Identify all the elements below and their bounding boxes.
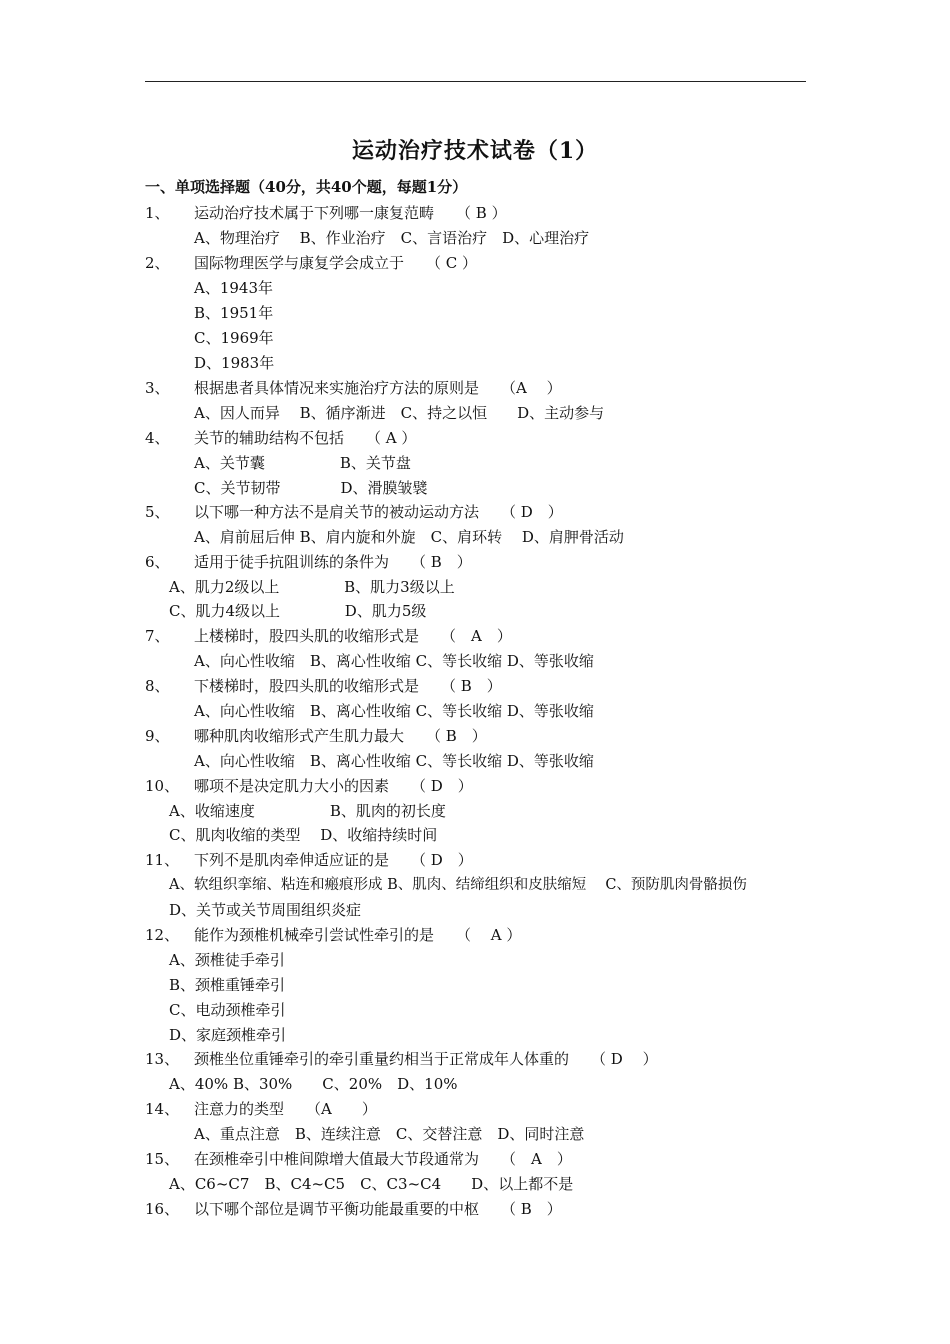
question-text: 哪项不是决定肌力大小的因素 （ D ） (194, 777, 473, 795)
question-number: 2、 (145, 254, 170, 272)
question-number: 6、 (145, 553, 170, 571)
question-number: 3、 (145, 379, 170, 397)
answer: （ A ） (366, 429, 417, 447)
question-text: 在颈椎牵引中椎间隙增大值最大节段通常为 （ A ） (194, 1150, 572, 1168)
answer: （ A ） (441, 627, 512, 645)
question-number: 11、 (145, 851, 180, 869)
answer: （ B ） (426, 727, 487, 745)
option-line: C、关节韧带 D、滑膜皱襞 (194, 479, 428, 497)
answer: （ D ） (411, 777, 473, 795)
question-text: 下列不是肌肉牵伸适应证的是 （ D ） (194, 851, 473, 869)
page-title: 运动治疗技术试卷（1） (351, 138, 599, 164)
option-line: A、因人而异 B、循序渐进 C、持之以恒 D、主动参与 (194, 404, 605, 422)
question-text: 以下哪一种方法不是肩关节的被动运动方法 （ D ） (194, 503, 563, 521)
question-text: 国际物理医学与康复学会成立于 （ C ） (194, 254, 478, 272)
option-line: A、软组织挛缩、粘连和瘢痕形成 B、肌肉、结缔组织和皮肤缩短 C、预防肌肉骨骼损伤 (169, 877, 747, 893)
question-number: 4、 (145, 429, 170, 447)
answer: （ D ） (501, 503, 563, 521)
answer: （ A ） (456, 926, 522, 944)
question-text: 颈椎坐位重锤牵引的牵引重量约相当于正常成年人体重的 （ D ） (194, 1050, 658, 1068)
answer: （A ） (306, 1100, 377, 1118)
section-heading: 一、单项选择题（40分，共40个题，每题1分） (145, 178, 468, 196)
option-line: A、物理治疗 B、作业治疗 C、言语治疗 D、心理治疗 (194, 229, 590, 247)
question-text: 能作为颈椎机械牵引尝试性牵引的是 （ A ） (194, 926, 522, 944)
answer: （ B ） (441, 677, 502, 695)
answer: （ B ） (501, 1200, 562, 1218)
option-line: A、40% B、30% C、20% D、10% (169, 1075, 458, 1093)
question-number: 1、 (145, 204, 170, 222)
option-line: A、颈椎徒手牵引 (169, 951, 285, 969)
question-number: 13、 (145, 1050, 180, 1068)
question-number: 16、 (145, 1200, 180, 1218)
question-text: 运动治疗技术属于下列哪一康复范畴 （ B ） (194, 204, 507, 222)
question-number: 5、 (145, 503, 170, 521)
question-text: 注意力的类型 （A ） (194, 1100, 377, 1118)
option-line: C、1969年 (194, 329, 274, 347)
option-line: A、肌力2级以上 B、肌力3级以上 (169, 578, 455, 596)
answer: （ A ） (501, 1150, 572, 1168)
question-number: 7、 (145, 627, 170, 645)
option-line: C、肌力4级以上 D、肌力5级 (169, 602, 427, 620)
option-line: A、肩前屈后伸 B、肩内旋和外旋 C、肩环转 D、肩胛骨活动 (194, 528, 624, 546)
question-text: 以下哪个部位是调节平衡功能最重要的中枢 （ B ） (194, 1200, 562, 1218)
option-line: A、向心性收缩 B、离心性收缩 C、等长收缩 D、等张收缩 (194, 652, 594, 670)
question-number: 9、 (145, 727, 170, 745)
question-number: 15、 (145, 1150, 180, 1168)
question-text: 下楼梯时，股四头肌的收缩形式是 （ B ） (194, 677, 502, 695)
option-line: D、关节或关节周围组织炎症 (169, 901, 362, 919)
question-number: 14、 (145, 1100, 180, 1118)
option-line: D、1983年 (194, 354, 275, 372)
answer: （ D ） (411, 851, 473, 869)
option-line: A、1943年 (194, 279, 274, 297)
question-text: 上楼梯时，股四头肌的收缩形式是 （ A ） (194, 627, 512, 645)
answer: （ C ） (426, 254, 478, 272)
option-line: D、家庭颈椎牵引 (169, 1026, 287, 1044)
question-text: 根据患者具体情况来实施治疗方法的原则是 （A ） (194, 379, 562, 397)
option-line: A、重点注意 B、连续注意 C、交替注意 D、同时注意 (194, 1125, 585, 1143)
option-line: C、电动颈椎牵引 (169, 1001, 286, 1019)
option-line: A、向心性收缩 B、离心性收缩 C、等长收缩 D、等张收缩 (194, 752, 594, 770)
question-number: 8、 (145, 677, 170, 695)
answer: （ B ） (411, 553, 472, 571)
question-text: 关节的辅助结构不包括 （ A ） (194, 429, 417, 447)
option-line: B、颈椎重锤牵引 (169, 976, 286, 994)
option-line: A、向心性收缩 B、离心性收缩 C、等长收缩 D、等张收缩 (194, 702, 594, 720)
answer: （A ） (501, 379, 562, 397)
answer: （ D ） (591, 1050, 658, 1068)
question-number: 10、 (145, 777, 180, 795)
answer: （ B ） (456, 204, 507, 222)
option-line: A、关节囊 B、关节盘 (194, 454, 411, 472)
option-line: A、C6~C7 B、C4~C5 C、C3~C4 D、以上都不是 (169, 1175, 574, 1193)
option-line: C、肌肉收缩的类型 D、收缩持续时间 (169, 826, 438, 844)
question-text: 哪种肌肉收缩形式产生肌力最大 （ B ） (194, 727, 487, 745)
question-text: 适用于徒手抗阻训练的条件为 （ B ） (194, 553, 472, 571)
header-rule (145, 81, 806, 82)
question-number: 12、 (145, 926, 180, 944)
option-line: B、1951年 (194, 304, 274, 322)
option-line: A、收缩速度 B、肌肉的初长度 (169, 802, 446, 820)
